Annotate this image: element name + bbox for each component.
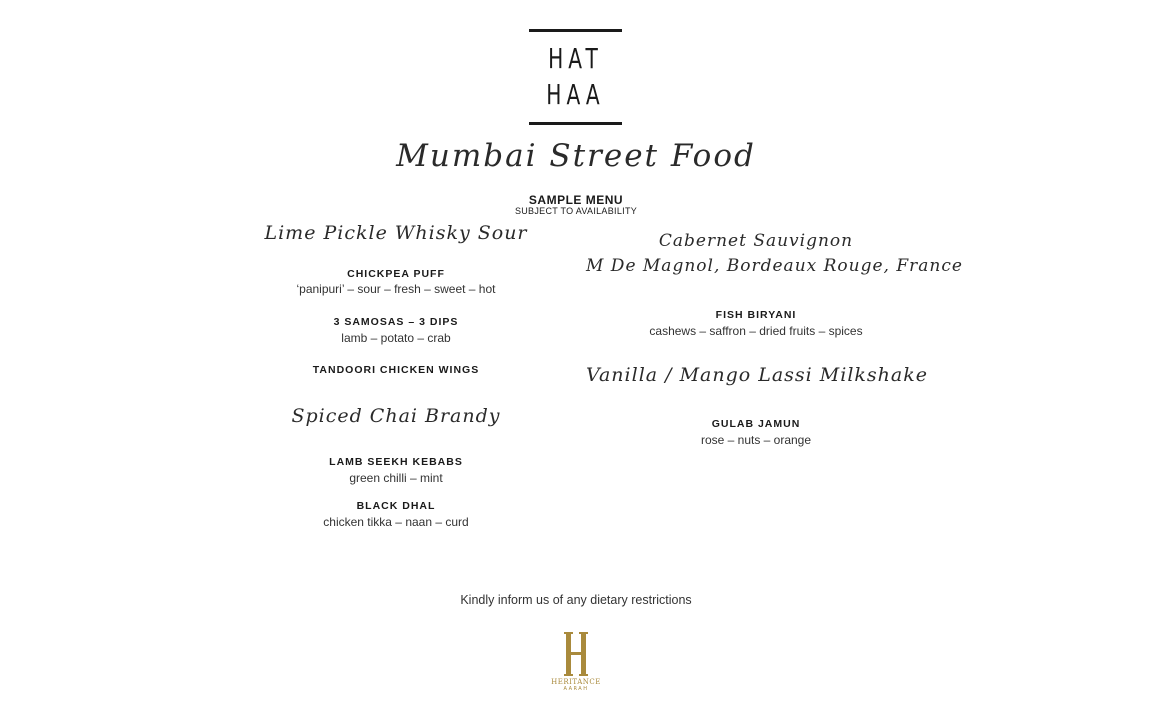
dish-name-tandoori-chicken-wings: TANDOORI CHICKEN WINGS: [312, 364, 480, 376]
logo-bottom-rule: [529, 122, 622, 125]
heritance-brand-text: HERITANCE: [551, 678, 601, 686]
dish-desc-samosas: lamb – potato – crab: [341, 331, 451, 345]
hathaa-logo: [529, 29, 622, 125]
drink-cabernet-sauvignon: Cabernet Sauvignon: [658, 231, 854, 251]
sample-menu-title: SAMPLE MENU: [528, 193, 624, 207]
dietary-restrictions-note: Kindly inform us of any dietary restrictions: [460, 593, 692, 607]
dish-desc-lamb-seekh-kebabs: green chilli – mint: [349, 471, 443, 485]
dish-name-black-dhal: BLACK DHAL: [356, 500, 436, 512]
drink-vanilla-mango-lassi: Vanilla / Mango Lassi Milkshake: [586, 364, 928, 386]
dish-name-chickpea-puff: CHICKPEA PUFF: [347, 268, 445, 280]
logo-top-rule: [529, 29, 622, 32]
logo-line-2: HAA: [546, 78, 605, 111]
dish-name-fish-biryani: FISH BIRYANI: [715, 309, 797, 321]
drink-lime-pickle-whisky-sour: Lime Pickle Whisky Sour: [264, 222, 528, 244]
menu-headline: Mumbai Street Food: [396, 138, 756, 174]
dish-desc-gulab-jamun: rose – nuts – orange: [700, 433, 812, 447]
dish-desc-black-dhal: chicken tikka – naan – curd: [323, 515, 469, 529]
drink-cabernet-sauvignon-origin: M De Magnol, Bordeaux Rouge, France: [586, 256, 963, 276]
dish-name-gulab-jamun: GULAB JAMUN: [711, 418, 801, 430]
dish-name-samosas: 3 SAMOSAS – 3 DIPS: [333, 316, 459, 328]
heritance-h-icon: [563, 630, 589, 678]
logo-line-1: HAT: [548, 42, 603, 75]
heritance-sub-text: AARAH: [563, 686, 589, 692]
dish-name-lamb-seekh-kebabs: LAMB SEEKH KEBABS: [329, 456, 463, 468]
heritance-logo: [546, 630, 606, 705]
sample-menu-subtitle: SUBJECT TO AVAILABILITY: [514, 206, 638, 216]
dish-desc-fish-biryani: cashews – saffron – dried fruits – spices: [649, 324, 863, 338]
dish-desc-chickpea-puff: ‘panipuri’ – sour – fresh – sweet – hot: [296, 282, 496, 296]
drink-spiced-chai-brandy: Spiced Chai Brandy: [291, 405, 501, 427]
